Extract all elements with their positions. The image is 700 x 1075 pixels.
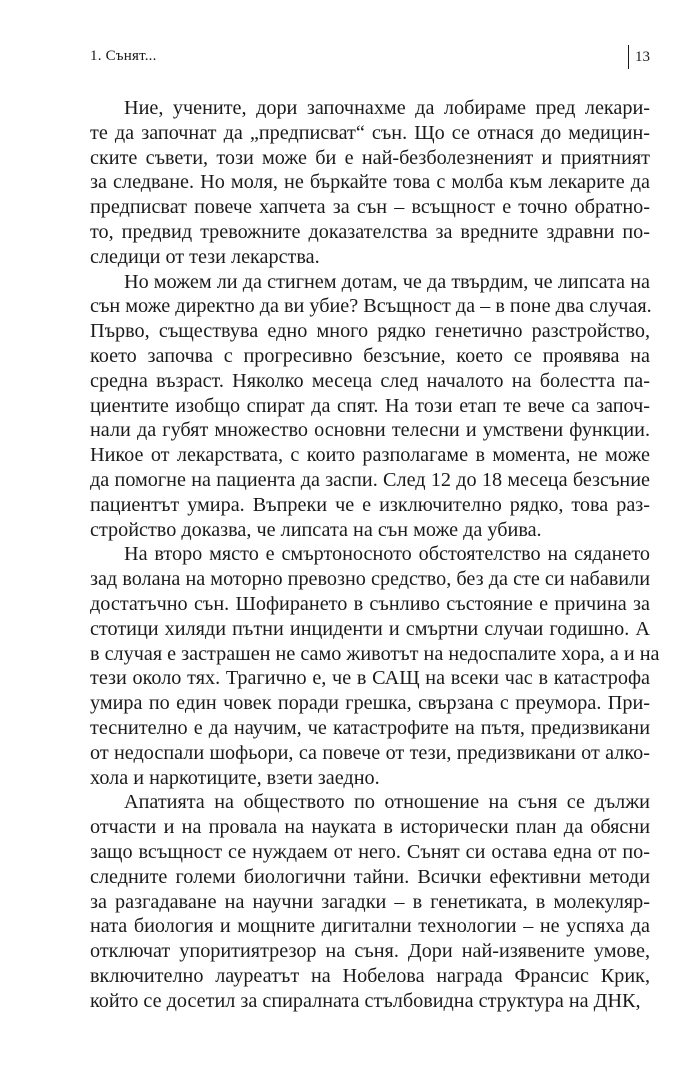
- text-line: стотици хиляди пътни инциденти и смъртни случаи годишно. А: [90, 617, 650, 640]
- text-line: сън може директно да ви убие? Всъщност да – в поне два случая.: [90, 295, 652, 318]
- paragraph: [90, 270, 650, 543]
- text-line: тези около тях. Трагично е, че в САЩ на всеки час в катастрофа: [90, 667, 650, 690]
- text-line: следните големи биологични тайни. Всички ефективни методи: [90, 865, 650, 888]
- text-line: средна възраст. Няколко месеца след началото на болестта па-: [90, 369, 650, 392]
- text-line: Ние, учените, дори започнахме да лобираме пред лекари-: [124, 97, 650, 119]
- text-line: циентите изобщо спират да спят. На този етап те вече са започ-: [90, 394, 650, 417]
- paragraph: [90, 790, 650, 1013]
- page-number: 13: [635, 48, 650, 65]
- text-line: теснително е да научим, че катастрофите на пътя, предизвикани: [90, 716, 650, 739]
- page-number-rule: [628, 45, 629, 69]
- text-line: зад волана на моторно превозно средство, без да сте си набавили: [90, 568, 650, 591]
- text-line: да помогне на пациента да заспи. След 12 до 18 месеца безсъние: [90, 468, 650, 491]
- text-line: На второ място е смъртоносното обстоятелство на сядането: [124, 543, 650, 566]
- text-line: защо всъщност се нуждаем от него. Сънят си остава една от по-: [90, 840, 650, 863]
- text-line: то, предвид тревожните доказателства за вредните здравни по-: [90, 220, 650, 243]
- text-line: стройство доказва, че липсата на сън може да убива.: [90, 518, 542, 541]
- text-line: отчасти и на провала на науката в исторически план да обясни: [90, 816, 650, 839]
- running-header: [90, 44, 650, 70]
- text-line: Но можем ли да стигнем дотам, че да твърдим, че липсата на: [124, 270, 650, 293]
- text-line: Първо, съществува едно много рядко генетично разстройство,: [90, 320, 650, 343]
- text-line: за разгадаване на научни загадки – в генетиката, в молекуляр-: [90, 890, 650, 913]
- text-line: те да започнат да „предписват“ сън. Що се отнася до медицин-: [90, 121, 650, 144]
- paragraph: [90, 542, 660, 790]
- text-line: включително лауреатът на Нобелова награда Франсис Крик,: [90, 964, 650, 987]
- text-line: който се досетил за спиралната стълбовидна структура на ДНК,: [90, 989, 641, 1012]
- text-line: нали да губят множество основни телесни и умствени функции.: [90, 419, 650, 442]
- text-line: ната биология и мощните дигитални технологии – не успяха да: [90, 915, 650, 938]
- body-text: [90, 96, 660, 1013]
- text-line: което започва с прогресивно безсъние, което се проявява на: [90, 344, 650, 367]
- text-line: предписват повече хапчета за сън – всъщност е точно обратно-: [90, 196, 650, 219]
- chapter-title: 1. Сънят...: [90, 48, 157, 64]
- text-line: хола и наркотиците, взети заедно.: [90, 766, 380, 789]
- text-line: отключат упоритиятрезор на съня. Дори най-изявените умове,: [90, 940, 650, 963]
- text-line: умира по един човек поради грешка, свързана с преумора. При-: [90, 692, 650, 715]
- text-line: в случая е застрашен не само животът на недоспалите хора, а и на: [90, 642, 660, 665]
- text-line: за следване. Но моля, не бъркайте това с молба към лекарите да: [90, 171, 650, 194]
- text-line: следици от тези лекарства.: [90, 245, 320, 268]
- text-line: Никое от лекарствата, с които разполагаме в момента, не може: [90, 444, 650, 467]
- text-line: пациентът умира. Въпреки че е изключително рядко, това раз-: [90, 493, 650, 516]
- paragraph: [90, 96, 650, 270]
- text-line: от недоспали шофьори, са повече от тези, предизвикани от алко-: [90, 741, 650, 764]
- page-number-block: [628, 44, 650, 70]
- text-line: Апатията на обществото по отношение на съня се дължи: [124, 791, 650, 814]
- text-line: достатъчно сън. Шофирането в сънливо състояние е причина за: [90, 592, 650, 615]
- text-line: ските съвети, този може би е най-безболезненият и приятният: [90, 146, 650, 169]
